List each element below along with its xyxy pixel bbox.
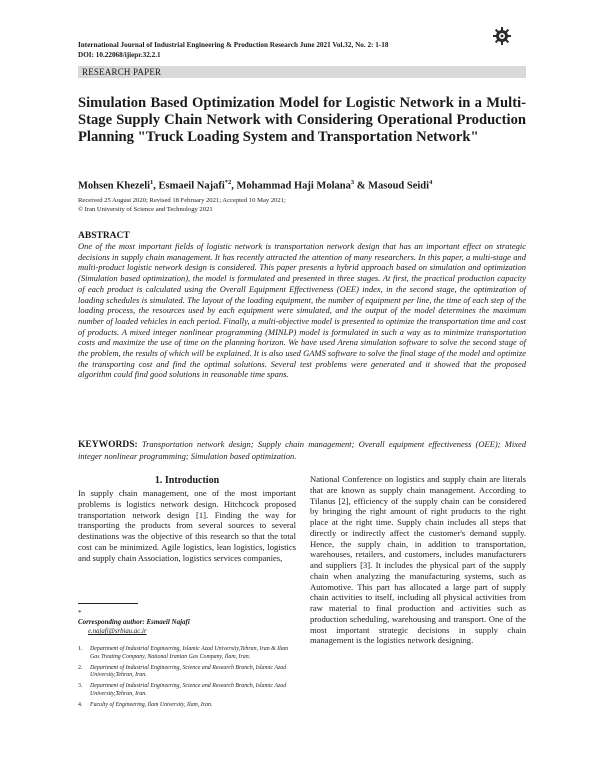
intro-right-text: National Conference on logistics and supply chain are literals that are known as supply chain management. According to Tilanus [2], efficiency of the supply chain can be considered by bringing the right amount of right products to the right place at the right time. Supply chain includes all steps that directly or indirectly affect the customer's demand supply. Hence, the supply chain, in addition to transportation, warehouses, retailers, and customers, includes manufacturers and suppliers [3]. It includes the physical part of the supply chain when analyzing the manufacturing systems, such as Automotive. This part has allocated a large part of supply chain activities to itself, including all physical activities from raw material to final production and activities such as production scheduling, warehousing and transport. One of the most important strategic decisions in supply chain management is the logistics network designing. xyxy=(310,474,526,646)
author-name: Mohsen Khezeli xyxy=(78,180,151,192)
author-affiliation-mark: 3 xyxy=(350,179,355,186)
corresponding-name: Esmaeil Najafi xyxy=(146,618,190,626)
affiliation-item xyxy=(78,702,296,710)
affiliation-item xyxy=(78,683,296,698)
affiliation-number: 2. xyxy=(78,664,83,671)
author-affiliation-mark: *2 xyxy=(224,179,232,186)
keywords-block xyxy=(78,439,526,461)
author-name: Esmaeil Najafi xyxy=(158,180,225,192)
corresponding-email-link[interactable]: e.najafi@srbiau.ac.ir xyxy=(88,628,147,635)
abstract-heading: ABSTRACT xyxy=(78,231,130,241)
corresponding-author xyxy=(78,609,190,627)
corresponding-label: Corresponding author: xyxy=(78,618,145,626)
author-name: Mohammad Haji Molana xyxy=(236,180,351,192)
affiliation-list xyxy=(78,646,296,713)
author-affiliation-mark: 1 xyxy=(150,179,154,186)
affiliation-number: 4. xyxy=(78,702,83,709)
abstract-text: One of the most important fields of logistic network is transportation network design that has an important effect on strategic decisions in supply chain management. It has recently attracted the attention of many researchers. In this paper, a multi-stage and multi-product logistic network design is considered. This paper presents a hybrid approach based on simulation and optimization (Simulation based optimization), the model is formulated and presented in three stages. At first, the practical production capacity of each product is calculated using the Overall Equipment Effectiveness (OEE) index, in the second stage, the optimization of loading schedules is simulated. The layout of the loading equipment, the number of equipment per line, the time of each step of the loading process, the resources used by each equipment were simulated, and the output of the model determines the maximum number of loaded vehicles in each period. Finally, a multi-objective model is presented to optimize the transportation time and cost of products. A mixed integer nonlinear programming (MINLP) model is formulated in such a way as to minimize transportation costs and maximize the use of time on the planning horizon. We have used Arena simulation software to solve the second stage of the problem, the results of which will be explained. It is also used GAMS software to solve the final stage of the model and optimize the transporting cost and find the optimal solutions. Several test problems were generated and it showed that the proposed algorithm could find good solutions in reasonable time spans. xyxy=(78,241,526,380)
affiliation-item xyxy=(78,646,296,661)
affiliation-text: Department of Industrial Engineering, Science and Research Branch, Islamic Azad University,Tehran, Iran. xyxy=(90,683,287,697)
affiliation-text: Department of Industrial Engineering, Islamic Azad University,Tehran, Iran & Ilam Gas Treating Company, National Iranian Gas Company, Ilam, Iran. xyxy=(90,646,288,660)
journal-doi: DOI: 10.22068/ijiepr.32.2.1 xyxy=(78,51,161,59)
author-separator: , xyxy=(231,180,237,192)
left-column xyxy=(78,474,296,563)
author-separator: , xyxy=(153,180,159,192)
paper-type-banner: RESEARCH PAPER xyxy=(78,66,526,78)
right-column xyxy=(310,474,526,646)
keywords-text: Transportation network design; Supply chain management; Overall equipment effectiveness (OEE); Mixed integer nonlinear programming; Simulation based optimization. xyxy=(78,439,526,461)
footnote-rule xyxy=(78,603,138,604)
paper-title: Simulation Based Optimization Model for Logistic Network in a Multi-Stage Supply Chain Network with Considering Operational Production Planning "Truck Loading System and Transportation Network" xyxy=(78,95,526,145)
affiliation-number: 3. xyxy=(78,683,83,690)
affiliation-text: Faculty of Engineering, Ilam University, Ilam, Iran. xyxy=(90,702,213,709)
author-list xyxy=(78,176,526,193)
intro-left-text: In supply chain management, one of the most important problems is logistics network design. Hitchcock proposed transportation network design [1]. Finding the way for transporting the products from several sources to several destinations was the objective of this research so that the total cost can be minimized. Agile logistics, lean logistics, logistics and supply chain Association, logistics services companies, xyxy=(78,488,296,563)
journal-citation: International Journal of Industrial Engineering & Production Research June 2021 Vol.32, No. 2: 1-18 xyxy=(78,41,389,49)
copyright-line: © Iran University of Science and Technology 2021 xyxy=(78,206,213,213)
gear-logo-icon xyxy=(492,26,512,46)
footnote-star: * xyxy=(78,609,82,617)
history-dates: Received 25 August 2020; Revised 18 February 2021; Accepted 10 May 2021; xyxy=(78,197,286,204)
intro-heading: 1. Introduction xyxy=(154,475,220,486)
keywords-heading: KEYWORDS: xyxy=(78,440,138,450)
affiliation-text: Department of Industrial Engineering, Science and Research Branch, Islamic Azad University,Tehran, Iran. xyxy=(90,664,287,679)
author-name: Masoud Seidi xyxy=(368,180,430,192)
affiliation-item xyxy=(78,665,296,680)
author-separator: & xyxy=(354,180,369,192)
received-dates xyxy=(78,196,526,214)
author-affiliation-mark: 4 xyxy=(429,179,433,186)
affiliation-number: 1. xyxy=(78,646,83,652)
journal-header xyxy=(78,40,518,60)
